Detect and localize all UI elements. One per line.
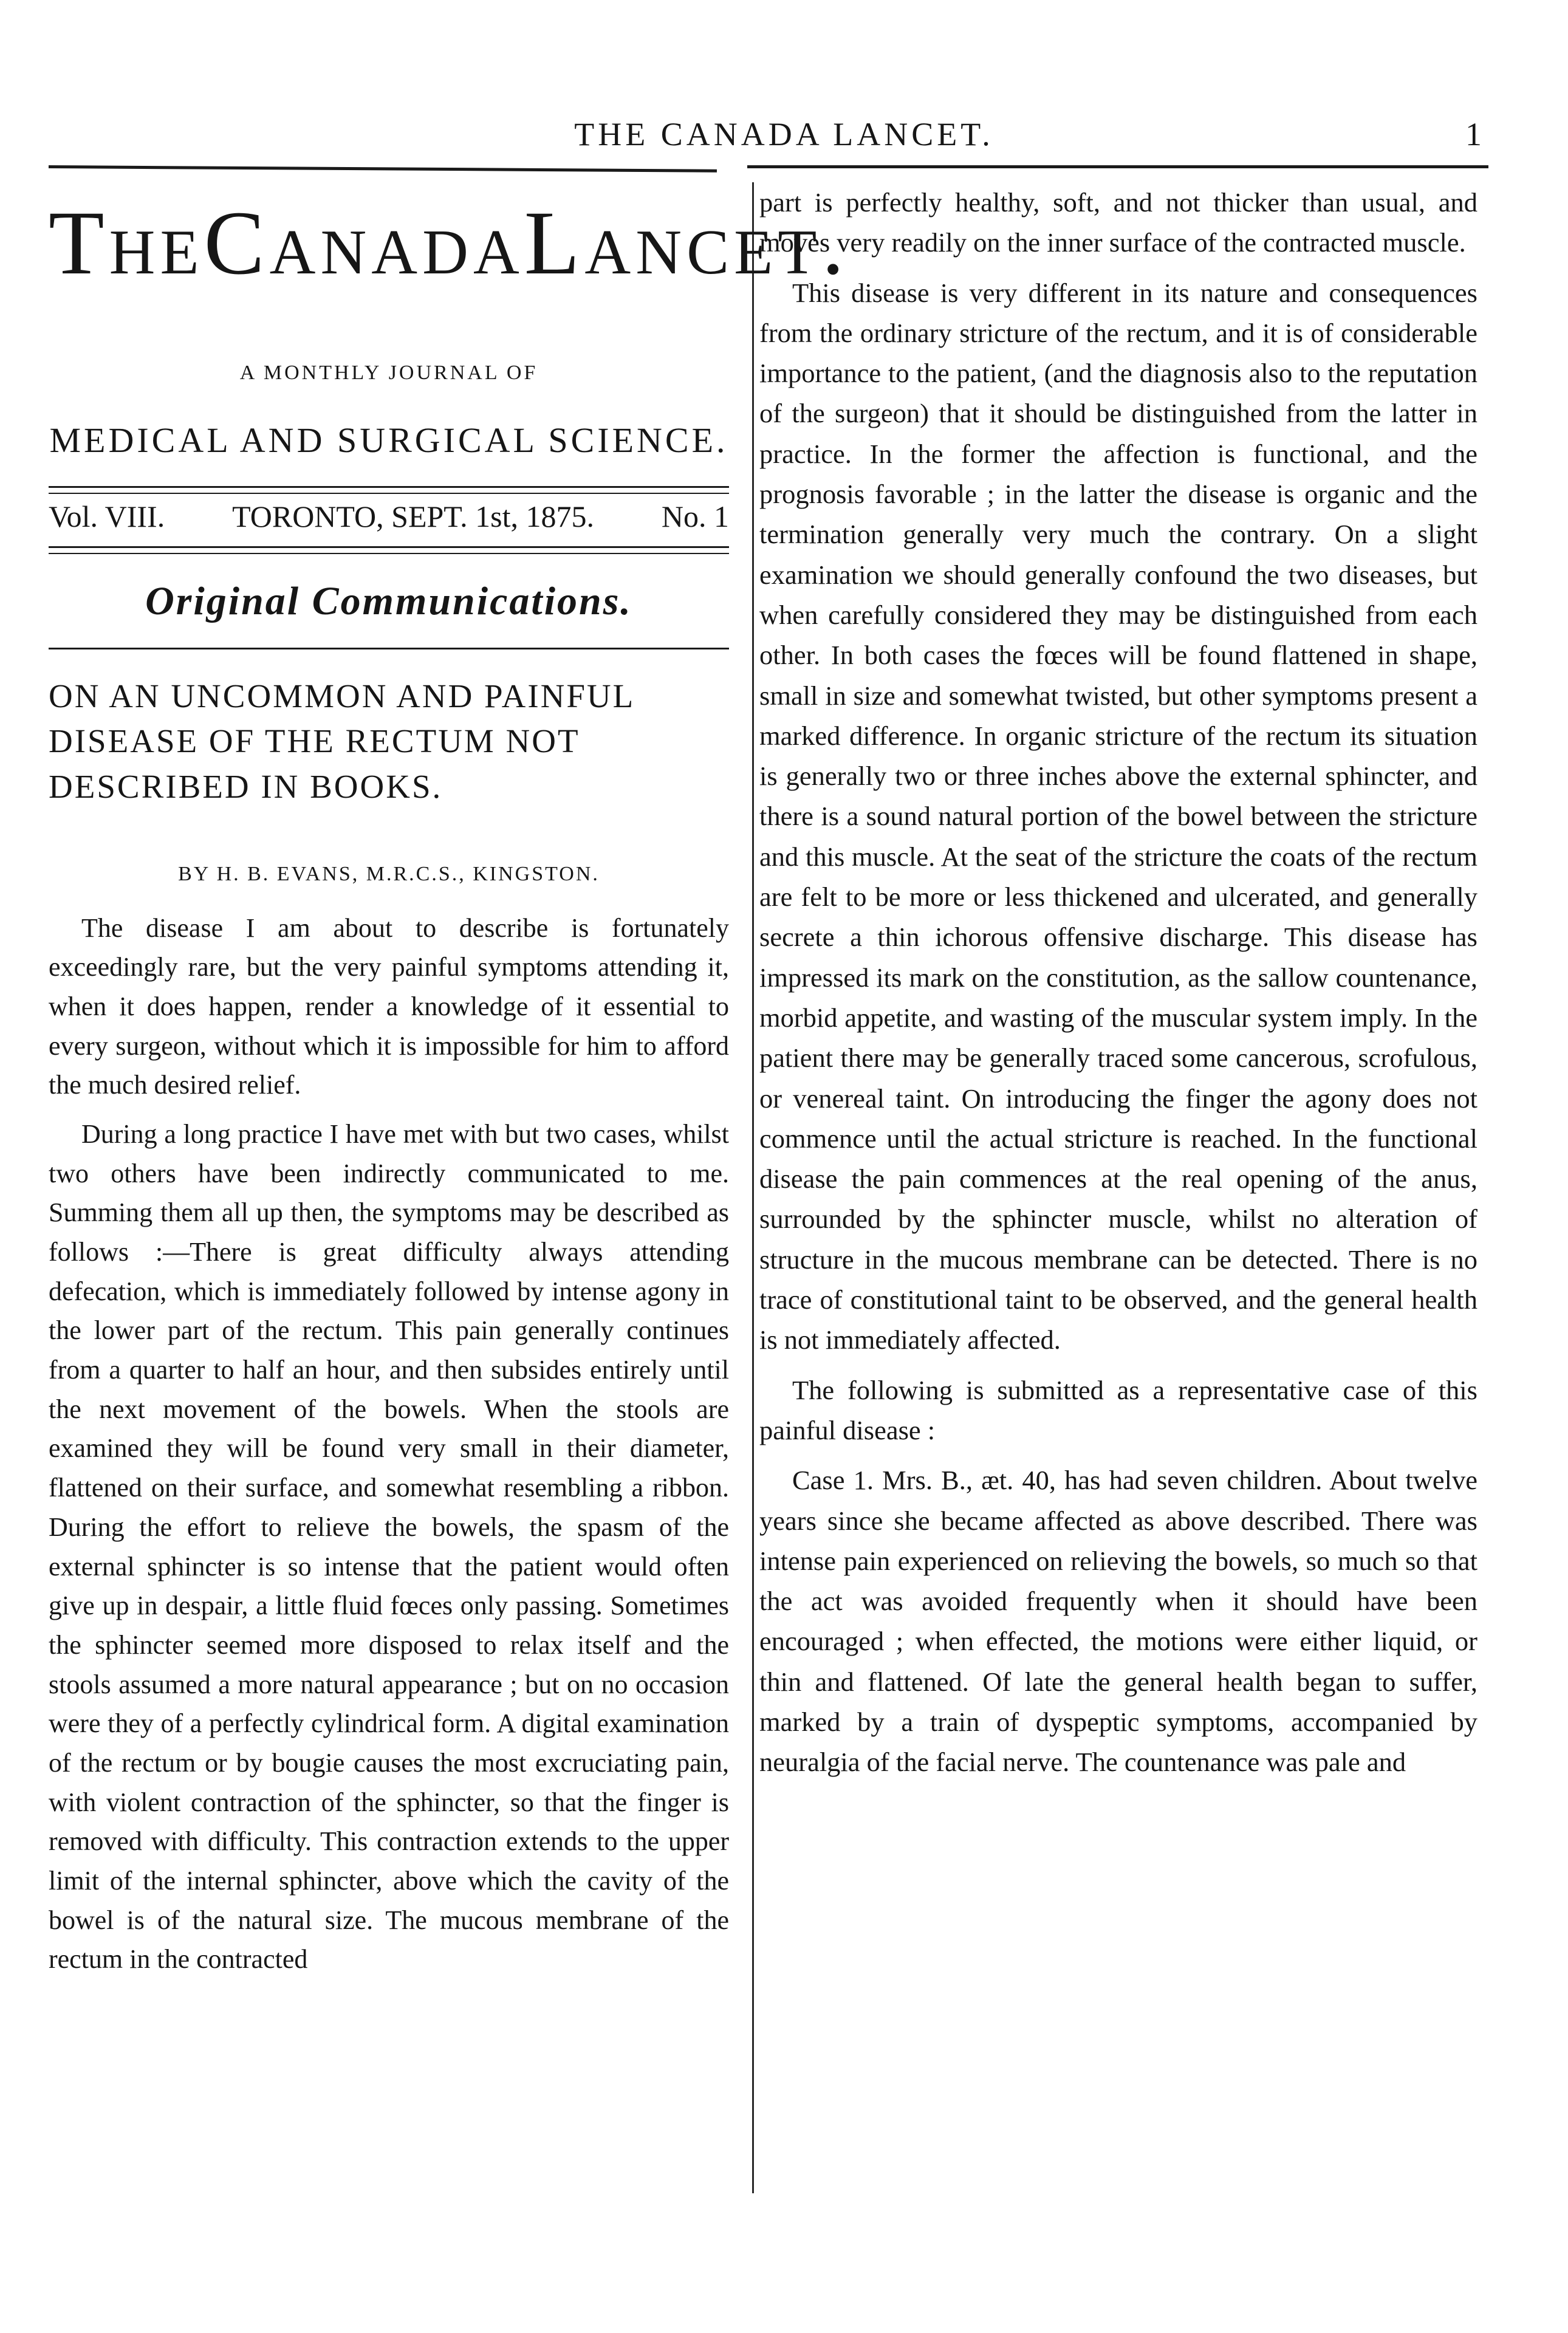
masthead-rule — [49, 486, 729, 494]
header-rule-right — [747, 165, 1488, 168]
right-column — [759, 182, 1477, 1783]
section-heading: Original Communications. — [145, 579, 632, 623]
article-byline: BY H. B. EVANS, M.R.C.S., KINGSTON. — [178, 862, 600, 885]
journal-masthead — [49, 193, 849, 293]
issue-line — [49, 494, 729, 546]
left-column — [49, 182, 849, 1979]
issue-place-date: TORONTO, SEPT. 1st, 1875. — [232, 499, 594, 533]
page-number: 1 — [1465, 116, 1482, 152]
issue-rule — [49, 546, 729, 554]
header-rule-left — [49, 165, 717, 173]
section-rule — [49, 648, 729, 649]
article-paragraph: This disease is very different in its nature and consequences from the ordinary stricture of the rectum, and it is of considerable importance to the patient, (and the diagnosis also to the reputation of the surgeon) that it should be distinguished from the latter in practice. In the former the affection is functional, and the prognosis favorable ; in the latter the disease is organic and the termination generally very much the contrary. On a slight examination we should generally confound the two diseases, but when carefully considered they may be distinguished from each other. In both cases the fœces will be found flattened in shape, small in size and somewhat twisted, but other symptoms present a marked difference. In organic stricture of the rectum its situation is generally two or three inches above the external sphincter, and there is a sound natural portion of the bowel between the stricture and this muscle. At the seat of the stricture the coats of the rectum are felt to be more or less thickened and ulcerated, and generally secrete a thin ichorous offensive discharge. This disease has impressed its mark on the constitution, as the sallow countenance, morbid appetite, and wasting of the muscular system imply. In the patient there may be generally traced some cancerous, scrofulous, or venereal taint. On introducing the finger the agony does not commence until the actual stricture is reached. In the functional disease the pain commences at the real opening of the anus, surrounded by the sphincter muscle, whilst no alteration of structure in the mucous membrane can be detected. There is no trace of constitutional taint to be observed, and the general health is not immediately affected. — [759, 277, 1477, 1355]
running-title: THE CANADA LANCET. — [574, 116, 994, 152]
journal-scope: MEDICAL AND SURGICAL SCIENCE. — [49, 420, 728, 460]
running-head — [0, 115, 1568, 158]
article-paragraph: part is perfectly healthy, soft, and not thicker than usual, and moves very readily on the inner surface of the contracted muscle. — [759, 187, 1477, 258]
journal-subtitle: A MONTHLY JOURNAL OF — [239, 361, 538, 384]
masthead-word-canada: Canada — [204, 193, 524, 293]
case-paragraph: Case 1. Mrs. B., æt. 40, has had seven children. About twelve years since she became affected as above described. There was intense pain experienced on relieving the bowels, so much so that the act was avoided frequently when it should have been encouraged ; when effected, the motions were either liquid, or thin and flattened. Of late the general health began to suffer, marked by a train of dyspeptic symptoms, accompanied by neuralgia of the facial nerve. The countenance was pale and — [759, 1465, 1477, 1778]
masthead-word-lancet: Lancet. — [524, 193, 849, 293]
article-paragraph: The following is submitted as a representative case of this painful disease : — [759, 1374, 1477, 1445]
article-paragraph: The disease I am about to describe is fortunately exceedingly rare, but the very painful symptoms attending it, when it does happen, render a knowledge of it essential to every surgeon, without which it is impossible for him to afford the much desired relief. — [49, 913, 729, 1100]
masthead-word-the: The — [49, 193, 204, 293]
issue-volume: Vol. VIII. — [49, 499, 165, 533]
article-paragraph: During a long practice I have met with but two cases, whilst two others have been indirectly communicated to me. Summing them all up then, the symptoms may be described as follows :—There is great difficulty always attending defecation, which is immediately followed by intense agony in the lower part of the rectum. This pain generally continues from a quarter to half an hour, and then subsides entirely until the next movement of the bowels. When the stools are examined they will be found very small in their diameter, flattened on their surface, and somewhat resembling a ribbon. During the effort to relieve the bowels, the spasm of the external sphincter is so intense that the patient would often give up in despair, a little fluid fœces only passing. Sometimes the sphincter seemed more disposed to relax itself and the stools assumed a more natural appearance ; but on no occasion were they of a perfectly cylindrical form. A digital examination of the rectum or by bougie causes the most excruciating pain, with violent contraction of the sphincter, so that the finger is removed with difficulty. This contraction extends to the upper limit of the internal sphincter, above which the cavity of the bowel is of the natural size. The mucous membrane of the rectum in the contracted — [49, 1119, 729, 1975]
issue-number: No. 1 — [661, 499, 729, 533]
article-title: ON AN UNCOMMON AND PAINFUL DISEASE OF THE RECTUM NOT DESCRIBED IN BOOKS. — [49, 677, 634, 805]
column-divider — [752, 182, 754, 2193]
